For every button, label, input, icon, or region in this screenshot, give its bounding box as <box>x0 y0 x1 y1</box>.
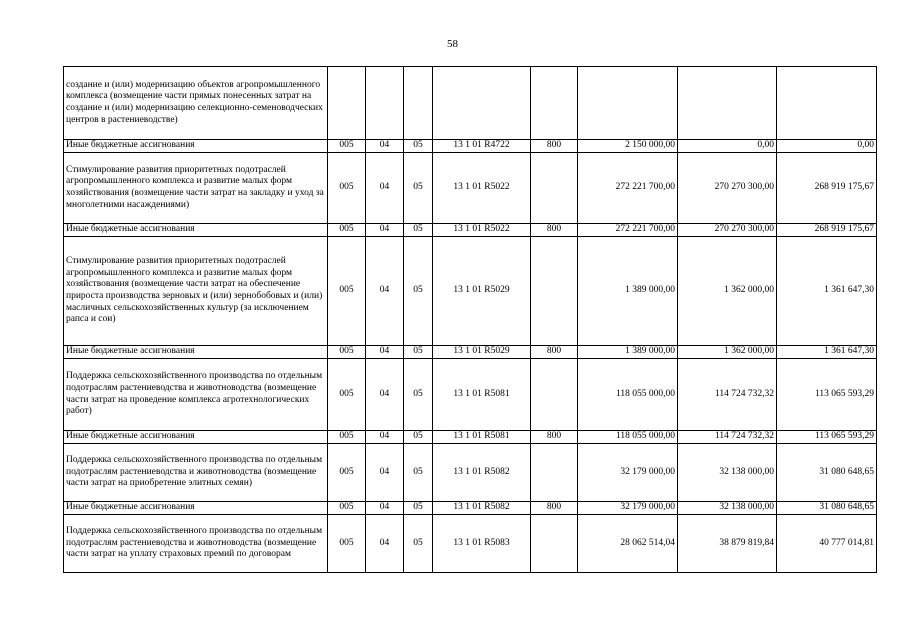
cell-ministry: 005 <box>328 140 366 153</box>
cell-name: Иные бюджетные ассигнования <box>64 224 328 237</box>
cell-subsection: 05 <box>404 237 433 346</box>
cell-expense-type: 800 <box>531 224 578 237</box>
cell-sum-3: 31 080 648,65 <box>777 502 877 515</box>
table-row <box>64 237 877 346</box>
cell-sum-1: 32 179 000,00 <box>578 502 678 515</box>
cell-sum-1: 1 389 000,00 <box>578 237 678 346</box>
cell-expense-type <box>531 359 578 431</box>
cell-name: Поддержка сельскохозяйственного производства по отдельным подотраслям растениеводства и животноводства (возмещение части затрат на проведение комплекса агротехнологических работ) <box>64 359 328 431</box>
table-row <box>64 224 877 237</box>
cell-section: 04 <box>366 502 404 515</box>
cell-sum-2: 270 270 300,00 <box>678 224 777 237</box>
cell-sum-3: 113 065 593,29 <box>777 431 877 444</box>
cell-target-article: 13 1 01 R5022 <box>433 224 531 237</box>
cell-target-article: 13 1 01 R5081 <box>433 359 531 431</box>
cell-target-article: 13 1 01 R5083 <box>433 515 531 573</box>
cell-expense-type: 800 <box>531 346 578 359</box>
cell-name: Стимулирование развития приоритетных подотраслей агропромышленного комплекса и развитие малых форм хозяйствования (возмещение части затрат на закладку и уход за многолетними насаждениями) <box>64 153 328 224</box>
table-row <box>64 431 877 444</box>
cell-name: Иные бюджетные ассигнования <box>64 346 328 359</box>
cell-target-article: 13 1 01 R5081 <box>433 431 531 444</box>
cell-subsection: 05 <box>404 431 433 444</box>
cell-section: 04 <box>366 444 404 502</box>
table-row <box>64 153 877 224</box>
page-number: 58 <box>447 38 458 50</box>
cell-sum-2: 114 724 732,32 <box>678 359 777 431</box>
budget-table <box>63 66 877 573</box>
cell-expense-type: 800 <box>531 431 578 444</box>
table-body <box>64 67 877 573</box>
cell-expense-type <box>531 515 578 573</box>
cell-subsection: 05 <box>404 502 433 515</box>
cell-sum-2: 1 362 000,00 <box>678 346 777 359</box>
cell-section: 04 <box>366 346 404 359</box>
cell-sum-3: 268 919 175,67 <box>777 224 877 237</box>
table-row <box>64 515 877 573</box>
cell-sum-2: 38 879 819,84 <box>678 515 777 573</box>
cell-subsection: 05 <box>404 153 433 224</box>
cell-ministry: 005 <box>328 346 366 359</box>
cell-ministry: 005 <box>328 153 366 224</box>
cell-section: 04 <box>366 224 404 237</box>
cell-expense-type: 800 <box>531 140 578 153</box>
cell-sum-2: 270 270 300,00 <box>678 153 777 224</box>
cell-ministry <box>328 67 366 140</box>
cell-target-article: 13 1 01 R5082 <box>433 444 531 502</box>
cell-sum-1: 28 062 514,04 <box>578 515 678 573</box>
cell-sum-3: 1 361 647,30 <box>777 237 877 346</box>
cell-ministry: 005 <box>328 444 366 502</box>
cell-sum-3: 0,00 <box>777 140 877 153</box>
cell-target-article <box>433 67 531 140</box>
cell-sum-2: 114 724 732,32 <box>678 431 777 444</box>
cell-sum-1: 118 055 000,00 <box>578 431 678 444</box>
cell-sum-3 <box>777 67 877 140</box>
cell-expense-type <box>531 444 578 502</box>
cell-sum-3: 268 919 175,67 <box>777 153 877 224</box>
cell-target-article: 13 1 01 R4722 <box>433 140 531 153</box>
cell-subsection: 05 <box>404 359 433 431</box>
cell-name: Иные бюджетные ассигнования <box>64 140 328 153</box>
cell-subsection: 05 <box>404 515 433 573</box>
cell-sum-2: 1 362 000,00 <box>678 237 777 346</box>
cell-section: 04 <box>366 237 404 346</box>
cell-name: Иные бюджетные ассигнования <box>64 431 328 444</box>
cell-sum-2 <box>678 67 777 140</box>
cell-subsection: 05 <box>404 140 433 153</box>
table-row <box>64 444 877 502</box>
cell-sum-1: 1 389 000,00 <box>578 346 678 359</box>
table-row <box>64 140 877 153</box>
cell-target-article: 13 1 01 R5029 <box>433 346 531 359</box>
cell-sum-2: 32 138 000,00 <box>678 502 777 515</box>
cell-ministry: 005 <box>328 237 366 346</box>
cell-subsection: 05 <box>404 224 433 237</box>
cell-name: создание и (или) модернизацию объектов агропромышленного комплекса (возмещение части прямых понесенных затрат на создание и (или) модернизацию селекционно-семеноводческих центров в растениеводстве) <box>64 67 328 140</box>
cell-section: 04 <box>366 153 404 224</box>
cell-sum-1: 118 055 000,00 <box>578 359 678 431</box>
cell-sum-1: 32 179 000,00 <box>578 444 678 502</box>
cell-name: Иные бюджетные ассигнования <box>64 502 328 515</box>
cell-name: Поддержка сельскохозяйственного производства по отдельным подотраслям растениеводства и животноводства (возмещение части затрат на уплату страховых премий по договорам <box>64 515 328 573</box>
cell-sum-3: 31 080 648,65 <box>777 444 877 502</box>
cell-expense-type <box>531 67 578 140</box>
cell-expense-type: 800 <box>531 502 578 515</box>
table-row <box>64 502 877 515</box>
cell-sum-3: 40 777 014,81 <box>777 515 877 573</box>
cell-section: 04 <box>366 140 404 153</box>
cell-section: 04 <box>366 359 404 431</box>
cell-ministry: 005 <box>328 502 366 515</box>
cell-subsection: 05 <box>404 444 433 502</box>
cell-subsection: 05 <box>404 346 433 359</box>
cell-sum-1: 272 221 700,00 <box>578 153 678 224</box>
table-row <box>64 67 877 140</box>
cell-expense-type <box>531 153 578 224</box>
cell-ministry: 005 <box>328 515 366 573</box>
cell-sum-1: 272 221 700,00 <box>578 224 678 237</box>
cell-section: 04 <box>366 431 404 444</box>
cell-name: Стимулирование развития приоритетных подотраслей агропромышленного комплекса и развитие малых форм хозяйствования (возмещение части затрат на обеспечение прироста производства зерновых и (или) зернобобовых и (или) масличных сельскохозяйственных культур (за исключением рапса и сои) <box>64 237 328 346</box>
cell-sum-1: 2 150 000,00 <box>578 140 678 153</box>
cell-subsection <box>404 67 433 140</box>
cell-name: Поддержка сельскохозяйственного производства по отдельным подотраслям растениеводства и животноводства (возмещение части затрат на приобретение элитных семян) <box>64 444 328 502</box>
table-row <box>64 359 877 431</box>
cell-ministry: 005 <box>328 431 366 444</box>
cell-ministry: 005 <box>328 359 366 431</box>
cell-section <box>366 67 404 140</box>
cell-target-article: 13 1 01 R5022 <box>433 153 531 224</box>
cell-sum-2: 0,00 <box>678 140 777 153</box>
cell-ministry: 005 <box>328 224 366 237</box>
cell-target-article: 13 1 01 R5082 <box>433 502 531 515</box>
cell-sum-3: 113 065 593,29 <box>777 359 877 431</box>
table-row <box>64 346 877 359</box>
cell-sum-3: 1 361 647,30 <box>777 346 877 359</box>
cell-sum-2: 32 138 000,00 <box>678 444 777 502</box>
cell-target-article: 13 1 01 R5029 <box>433 237 531 346</box>
cell-sum-1 <box>578 67 678 140</box>
cell-expense-type <box>531 237 578 346</box>
cell-section: 04 <box>366 515 404 573</box>
